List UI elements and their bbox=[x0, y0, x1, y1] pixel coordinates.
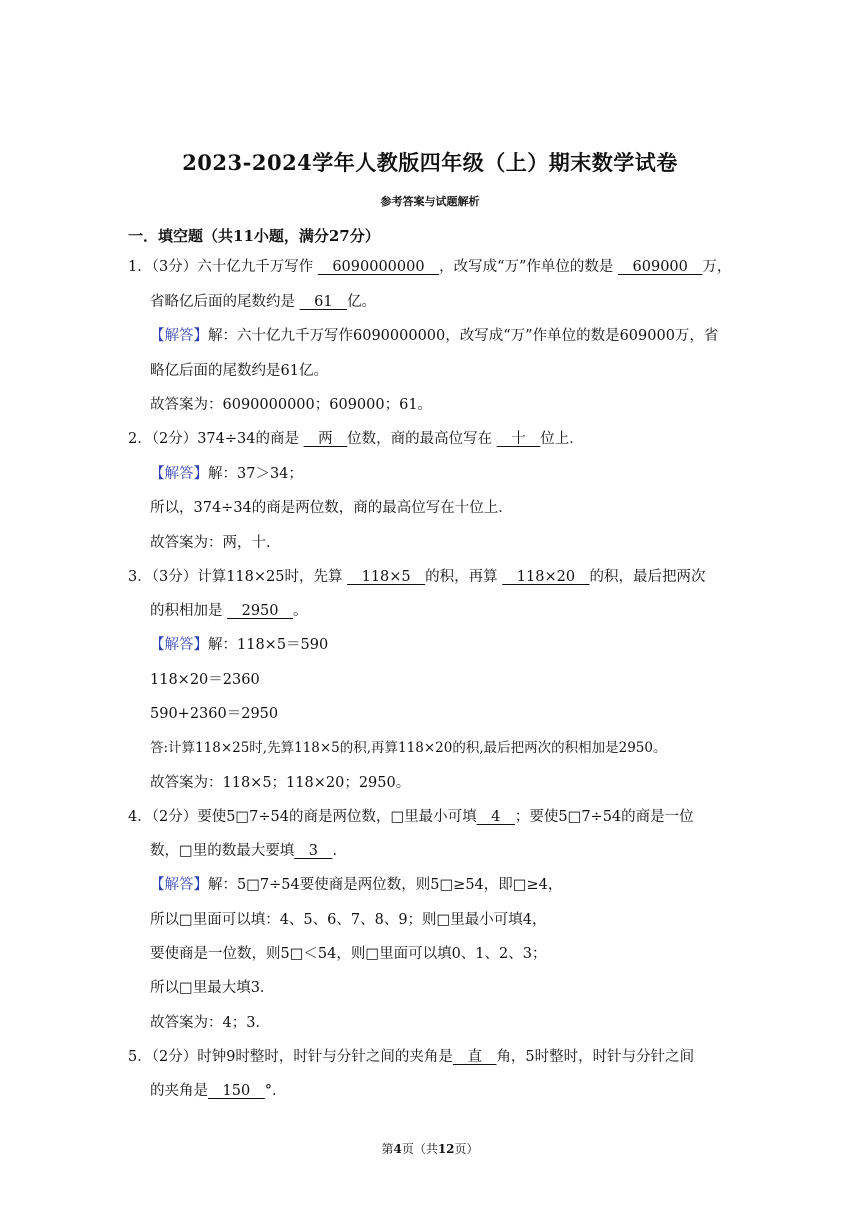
document-subtitle: 参考答案与试题解析 bbox=[380, 195, 480, 208]
solution-tag: 【解答】 bbox=[150, 328, 208, 344]
q3-solution-line1: 【解答】解：118×5＝590 bbox=[150, 637, 329, 653]
q4-solution-line1: 【解答】解：5□7÷54要使商是两位数，则5□≥54，即□≥4， bbox=[150, 877, 563, 893]
q2-line1: 2．（2分）374÷34的商是 __两__位数，商的最高位写在 __十__位上． bbox=[128, 431, 584, 447]
q3-answer: 故答案为：118×5；118×20；2950。 bbox=[150, 775, 411, 791]
q5-line1: 5．（2分）时钟9时整时，时针与分针之间的夹角是__直__角，5时整时，时针与分针之间 bbox=[128, 1049, 695, 1065]
q3-solution-line2: 118×20＝2360 bbox=[150, 672, 260, 688]
q4-solution-line4: 所以□里最大填3． bbox=[150, 980, 275, 996]
q3-blank-2: __118×20__ bbox=[502, 569, 590, 585]
q4-blank-2: __3__ bbox=[294, 843, 333, 859]
q4-line1: 4．（2分）要使5□7÷54的商是两位数，□里最小可填__4__；要使5□7÷54的商是一位 bbox=[128, 809, 694, 825]
q2-blank-2: __十__ bbox=[496, 431, 541, 447]
q1-line2: 省略亿后面的尾数约是 __61__亿。 bbox=[150, 294, 377, 310]
q3-blank-1: __118×5__ bbox=[347, 569, 426, 585]
solution-tag: 【解答】 bbox=[150, 466, 208, 482]
q4-line2: 数，□里的数最大要填__3__． bbox=[150, 843, 347, 859]
section-heading: 一．填空题（共11小题，满分27分） bbox=[128, 227, 380, 245]
q4-answer: 故答案为：4；3． bbox=[150, 1015, 270, 1031]
q3-line2: 的积相加是 __2950__。 bbox=[150, 603, 308, 619]
q3-solution-line3: 590+2360＝2950 bbox=[150, 706, 279, 722]
q4-blank-1: __4__ bbox=[476, 809, 515, 825]
q1-solution-line2: 略亿后面的尾数约是61亿。 bbox=[150, 363, 328, 379]
q2-answer: 故答案为：两，十． bbox=[150, 535, 281, 551]
current-page-number: 4 bbox=[393, 1142, 402, 1156]
q2-solution-line1: 【解答】解：37＞34； bbox=[150, 466, 303, 482]
q2-solution-line2: 所以，374÷34的商是两位数，商的最高位写在十位上． bbox=[150, 500, 513, 516]
q1-solution-line1: 【解答】解：六十亿九千万写作6090000000，改写成“万”作单位的数是609000万，省 bbox=[150, 328, 719, 344]
q5-blank-2: __150__ bbox=[208, 1083, 265, 1099]
q4-solution-line3: 要使商是一位数，则5□＜54，则□里面可以填0、1、2、3； bbox=[150, 946, 547, 962]
q1-answer: 故答案为：6090000000；609000；61。 bbox=[150, 397, 433, 413]
q3-blank-3: __2950__ bbox=[227, 603, 294, 619]
q4-solution-line2: 所以□里面可以填：4、5、6、7、8、9；则□里最小可填4， bbox=[150, 912, 547, 928]
q5-blank-1: __直__ bbox=[452, 1049, 497, 1065]
document-title: 2023-2024学年人教版四年级（上）期末数学试卷 bbox=[182, 150, 678, 175]
solution-tag: 【解答】 bbox=[150, 637, 208, 653]
q2-blank-1: __两__ bbox=[303, 431, 348, 447]
total-pages-number: 12 bbox=[437, 1142, 455, 1156]
q1-line1: 1．（3分）六十亿九千万写作 __6090000000__，改写成“万”作单位的数是 __609000__万， bbox=[128, 259, 732, 275]
q3-line1: 3．（3分）计算118×25时，先算 __118×5__的积，再算 __118×20__的积，最后把两次 bbox=[128, 569, 706, 585]
q1-blank-2: __609000__ bbox=[618, 259, 703, 275]
q5-line2: 的夹角是__150__°． bbox=[150, 1083, 287, 1099]
page-footer: 第4页（共12页） bbox=[381, 1142, 479, 1156]
q1-blank-1: __6090000000__ bbox=[317, 259, 440, 275]
solution-tag: 【解答】 bbox=[150, 877, 208, 893]
q1-blank-3: __61__ bbox=[299, 294, 348, 310]
q3-solution-line4: 答:计算118×25时,先算118×5的积,再算118×20的积,最后把两次的积相加是2950。 bbox=[150, 740, 667, 756]
